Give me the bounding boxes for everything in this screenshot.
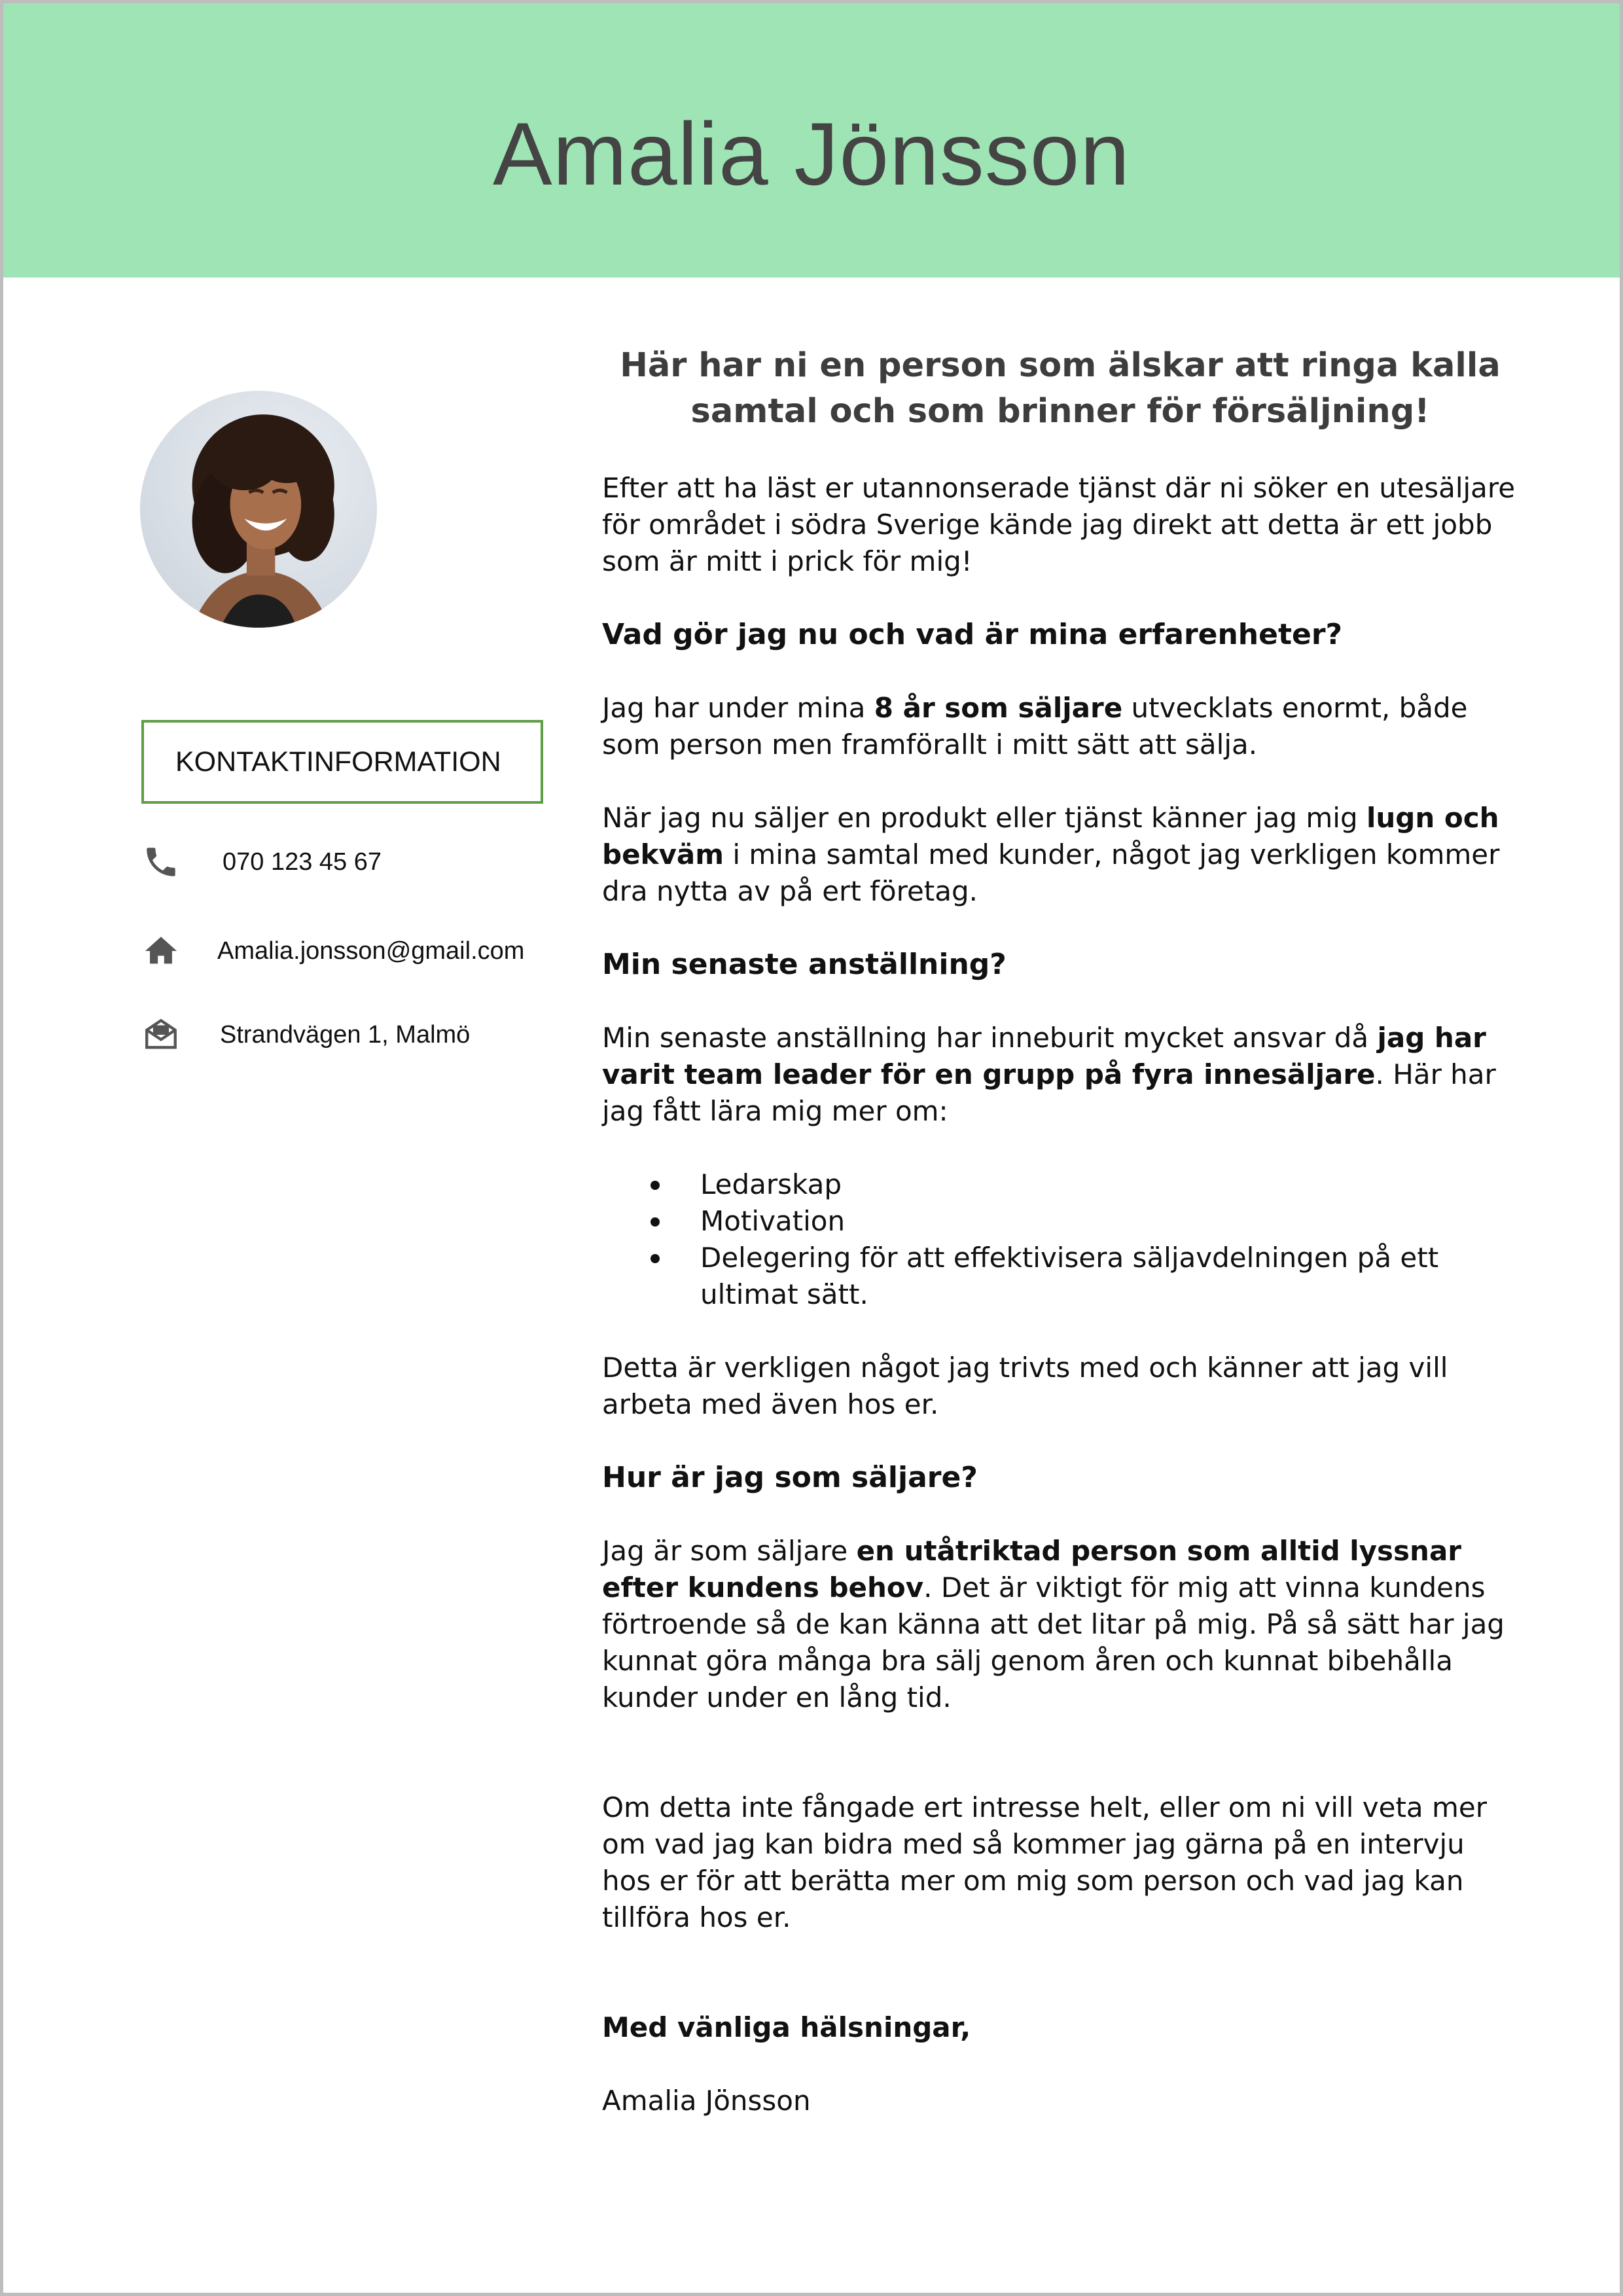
skills-list xyxy=(602,1166,1518,1313)
section-heading-seller: Hur är jag som säljare? xyxy=(602,1461,978,1494)
reflection-paragraph: Detta är verkligen något jag trivts med och känner att jag vill arbeta med även hos er. xyxy=(602,1352,1448,1420)
text-run: Min senaste anställning har inneburit mycket ansvar då xyxy=(602,1022,1378,1054)
signature: Amalia Jönsson xyxy=(602,2085,811,2117)
phone-number: 070 123 45 67 xyxy=(223,848,382,876)
lead-headline: Här har ni en person som älskar att ringa kalla samtal och som brinner för försäljning! xyxy=(620,346,1501,431)
experience-paragraph-2 xyxy=(602,800,1518,910)
section-heading-latest-job: Min senaste anställning? xyxy=(602,948,1007,981)
header-banner xyxy=(3,3,1620,278)
text-run: När jag nu säljer en produkt eller tjänst känner jag mig xyxy=(602,802,1366,834)
contact-email xyxy=(141,928,525,974)
mail-icon xyxy=(141,1015,181,1054)
applicant-name: Amalia Jönsson xyxy=(492,103,1131,204)
closing-greeting: Med vänliga hälsningar, xyxy=(602,2011,971,2043)
text-run: . Här har jag fått lära mig mer om: xyxy=(602,1058,1496,1127)
text-run: i mina samtal med kunder, något jag verkligen kommer dra nytta av på ert företag. xyxy=(602,838,1500,907)
emphasis: 8 år som säljare xyxy=(874,692,1123,724)
postal-address: Strandvägen 1, Malmö xyxy=(220,1020,471,1049)
text-run: Jag har under mina xyxy=(602,692,874,724)
profile-photo xyxy=(140,391,377,628)
phone-icon xyxy=(141,842,181,882)
list-item: Delegering för att effektivisera säljavdelningen på ett ultimat sätt. xyxy=(700,1240,1518,1313)
contact-heading-box xyxy=(141,720,543,804)
experience-paragraph-1 xyxy=(602,690,1518,763)
email-address: Amalia.jonsson@gmail.com xyxy=(217,937,525,965)
emphasis: jag har varit team leader för en grupp på fyra innesäljare xyxy=(602,1022,1486,1090)
text-run: utvecklats enormt, både som person men framförallt i mitt sätt att sälja. xyxy=(602,692,1468,761)
emphasis: en utåtriktad person som alltid lyssnar efter kundens behov xyxy=(602,1535,1462,1604)
seller-paragraph xyxy=(602,1533,1518,1716)
intro-paragraph: Efter att ha läst er utannonserade tjänst där ni söker en utesäljare för området i södra Sverige kände jag direkt att detta är ett jobb som är mitt i prick för mig! xyxy=(602,472,1516,577)
list-item: Motivation xyxy=(700,1203,1518,1240)
contact-address xyxy=(141,1012,471,1058)
emphasis: lugn och bekväm xyxy=(602,802,1499,870)
contact-heading: KONTAKTINFORMATION xyxy=(175,745,501,778)
profile-photo-image xyxy=(140,391,377,628)
list-item: Ledarskap xyxy=(700,1166,1518,1203)
cover-letter xyxy=(602,343,1518,2156)
text-run: Jag är som säljare xyxy=(602,1535,857,1567)
interview-paragraph: Om detta inte fångade ert intresse helt, eller om ni vill veta mer om vad jag kan bidra med så kommer jag gärna på en intervju hos er för att berätta mer om mig som person och vad jag kan tillföra hos er. xyxy=(602,1791,1488,1933)
section-heading-experience: Vad gör jag nu och vad är mina erfarenheter? xyxy=(602,618,1343,651)
latest-job-paragraph xyxy=(602,1020,1518,1130)
text-run: . Det är viktigt för mig att vinna kundens förtroende så de kan känna att det litar på mig. På så sätt har jag kunnat göra många bra sälj genom åren och kunnat bibehålla kunder under en lång tid. xyxy=(602,1571,1505,1713)
contact-phone xyxy=(141,839,382,885)
home-icon xyxy=(141,931,181,971)
